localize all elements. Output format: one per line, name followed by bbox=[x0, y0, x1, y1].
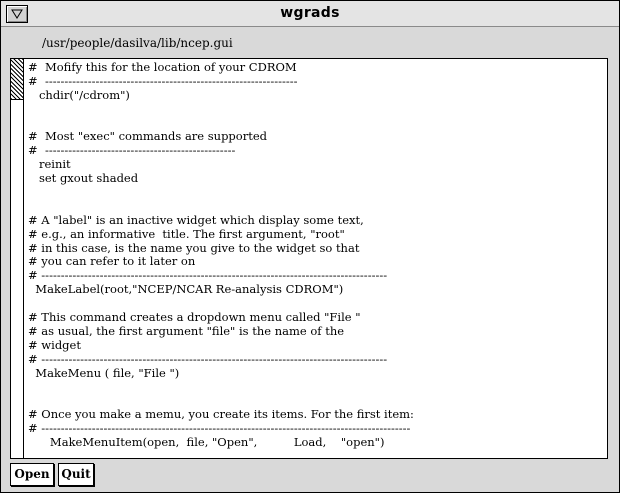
code-line: # in this case, is the name you give to the widget so that bbox=[28, 241, 360, 255]
code-line: # e.g., an informative title. The first argument, "root" bbox=[28, 227, 345, 241]
code-line: # Once you make a memu, you create its items. For the first item: bbox=[28, 408, 414, 422]
code-line bbox=[28, 297, 603, 311]
open-button[interactable]: Open bbox=[10, 463, 54, 486]
code-line: # ----------------------------------------------------------------- bbox=[28, 74, 298, 88]
code-line: reinit bbox=[28, 158, 71, 172]
code-line: # you can refer to it later on bbox=[28, 255, 196, 269]
code-line: # ------------------------------------------------- bbox=[28, 144, 236, 158]
code-line: # ----------------------------------------------------------------------------------------------- bbox=[28, 422, 411, 436]
code-line bbox=[28, 200, 603, 214]
script-text[interactable] bbox=[28, 61, 603, 458]
window-menu-icon bbox=[11, 9, 23, 19]
code-line: # ----------------------------------------------------------------------------------------- bbox=[28, 269, 388, 283]
quit-button[interactable]: Quit bbox=[58, 463, 94, 486]
code-line: chdir("/cdrom") bbox=[28, 88, 130, 102]
vertical-scrollbar[interactable] bbox=[11, 59, 24, 458]
code-line: # Mofify this for the location of your CDROM bbox=[28, 61, 297, 74]
code-line: # This command creates a dropdown menu called "File " bbox=[28, 311, 361, 325]
code-line: set gxout shaded bbox=[28, 172, 139, 186]
scrollbar-thumb[interactable] bbox=[11, 59, 23, 100]
code-line bbox=[28, 117, 603, 131]
code-line bbox=[28, 394, 603, 408]
code-line bbox=[28, 103, 603, 117]
script-text-area[interactable] bbox=[10, 58, 608, 459]
window-title: wgrads bbox=[280, 5, 340, 21]
code-line: # A "label" is an inactive widget which display some text, bbox=[28, 213, 364, 227]
code-line: # as usual, the first argument "file" is the name of the bbox=[28, 324, 345, 338]
window-menu-button[interactable] bbox=[6, 5, 28, 23]
title-bar[interactable] bbox=[1, 1, 619, 27]
code-line: # widget bbox=[28, 338, 81, 352]
file-path-label: /usr/people/dasilva/lib/ncep.gui bbox=[42, 36, 233, 50]
code-line: # Most "exec" commands are supported bbox=[28, 130, 268, 144]
code-line bbox=[28, 186, 603, 200]
code-line: # ----------------------------------------------------------------------------------------- bbox=[28, 352, 388, 366]
code-line bbox=[28, 380, 603, 394]
code-line: MakeMenuItem(open, file, "Open", Load, "open") bbox=[28, 436, 385, 450]
code-line: MakeLabel(root,"NCEP/NCAR Re-analysis CDROM") bbox=[28, 283, 344, 297]
code-line: MakeMenu ( file, "File ") bbox=[28, 366, 180, 380]
